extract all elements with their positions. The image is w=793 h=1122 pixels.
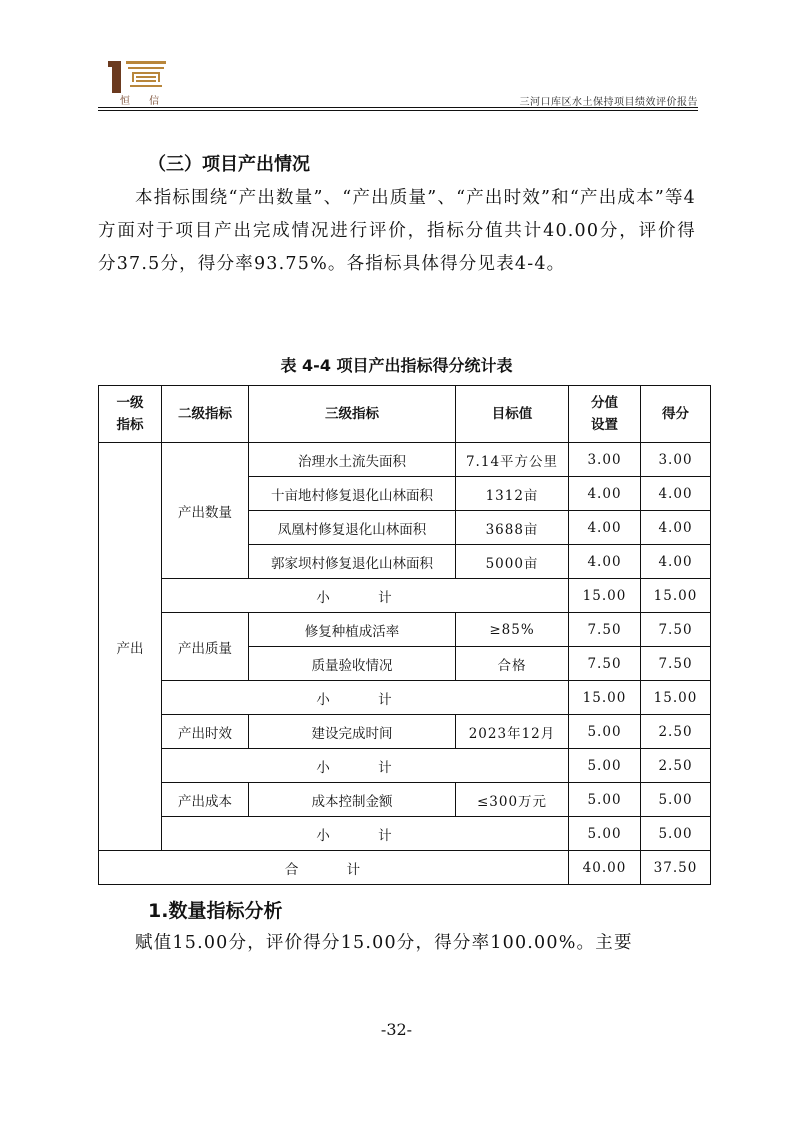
table-row — [99, 443, 711, 477]
weight-cell: 5.00 — [569, 817, 641, 851]
weight-cell: 40.00 — [569, 851, 641, 885]
section-title: （三）项目产出情况 — [148, 154, 310, 175]
score-cell: 15.00 — [641, 681, 711, 715]
target-cell: ≥85% — [456, 613, 569, 647]
subtotal-label: 小 计 — [162, 579, 569, 613]
target-cell: 3688亩 — [456, 511, 569, 545]
target-cell: 合格 — [456, 647, 569, 681]
level2-cell: 产出数量 — [162, 443, 249, 579]
output-indicator-table — [98, 385, 711, 885]
score-cell: 2.50 — [641, 749, 711, 783]
weight-cell: 4.00 — [569, 545, 641, 579]
table-row — [99, 613, 711, 647]
header-target: 目标值 — [456, 386, 569, 443]
subtotal-label: 小 计 — [162, 681, 569, 715]
table-row — [99, 783, 711, 817]
score-cell: 4.00 — [641, 511, 711, 545]
score-cell: 5.00 — [641, 817, 711, 851]
score-cell: 4.00 — [641, 545, 711, 579]
level2-cell: 产出时效 — [162, 715, 249, 749]
score-cell: 37.50 — [641, 851, 711, 885]
target-cell: 2023年12月 — [456, 715, 569, 749]
subtotal-row — [99, 579, 711, 613]
indicator-cell: 治理水土流失面积 — [249, 443, 456, 477]
header-level1: 一级 指标 — [99, 386, 162, 443]
target-cell: 5000亩 — [456, 545, 569, 579]
weight-cell: 7.50 — [569, 613, 641, 647]
page-header — [98, 55, 698, 107]
total-label: 合 计 — [99, 851, 569, 885]
score-cell: 3.00 — [641, 443, 711, 477]
weight-cell: 4.00 — [569, 511, 641, 545]
header-level3: 三级指标 — [249, 386, 456, 443]
weight-cell: 3.00 — [569, 443, 641, 477]
total-row — [99, 851, 711, 885]
indicator-cell: 质量验收情况 — [249, 647, 456, 681]
subtotal-row — [99, 749, 711, 783]
table-caption: 表 4-4 项目产出指标得分统计表 — [280, 356, 513, 375]
weight-cell: 5.00 — [569, 749, 641, 783]
score-cell: 5.00 — [641, 783, 711, 817]
section-paragraph: 本指标围绕“产出数量”、“产出质量”、“产出时效”和“产出成本”等4方面对于项目产出完成情况进行评价，指标分值共计40.00分，评价得分37.5分，得分率93.75%。各指标具体得分见表4-4。 — [98, 188, 697, 274]
header-rule — [98, 107, 698, 108]
weight-cell: 15.00 — [569, 681, 641, 715]
level1-cell: 产出 — [99, 443, 162, 851]
indicator-cell: 凤凰村修复退化山林面积 — [249, 511, 456, 545]
header-rule — [98, 110, 698, 111]
score-cell: 15.00 — [641, 579, 711, 613]
score-cell: 7.50 — [641, 647, 711, 681]
score-cell: 7.50 — [641, 613, 711, 647]
subtotal-label: 小 计 — [162, 817, 569, 851]
indicator-cell: 郭家坝村修复退化山林面积 — [249, 545, 456, 579]
subsection-title: 1.数量指标分析 — [148, 900, 283, 922]
indicator-cell: 成本控制金额 — [249, 783, 456, 817]
subtotal-label: 小 计 — [162, 749, 569, 783]
target-cell: 1312亩 — [456, 477, 569, 511]
weight-cell: 15.00 — [569, 579, 641, 613]
weight-cell: 5.00 — [569, 715, 641, 749]
level2-cell: 产出质量 — [162, 613, 249, 681]
page-number: -32- — [380, 1020, 413, 1039]
score-cell: 4.00 — [641, 477, 711, 511]
subtotal-row — [99, 681, 711, 715]
indicator-cell: 十亩地村修复退化山林面积 — [249, 477, 456, 511]
header-score: 得分 — [641, 386, 711, 443]
indicator-cell: 修复种植成活率 — [249, 613, 456, 647]
target-cell: ≤300万元 — [456, 783, 569, 817]
target-cell: 7.14平方公里 — [456, 443, 569, 477]
level2-cell: 产出成本 — [162, 783, 249, 817]
indicator-cell: 建设完成时间 — [249, 715, 456, 749]
weight-cell: 4.00 — [569, 477, 641, 511]
subsection-paragraph: 赋值15.00分，评价得分15.00分，得分率100.00%。主要 — [135, 933, 633, 953]
score-cell: 2.50 — [641, 715, 711, 749]
table-row — [99, 715, 711, 749]
weight-cell: 7.50 — [569, 647, 641, 681]
weight-cell: 5.00 — [569, 783, 641, 817]
table-header-row — [99, 386, 711, 443]
logo-text: 恒 信 — [120, 96, 168, 107]
header-weight: 分值 设置 — [569, 386, 641, 443]
report-title: 三河口库区水土保持项目绩效评价报告 — [519, 97, 698, 108]
header-level2: 二级指标 — [162, 386, 249, 443]
subtotal-row — [99, 817, 711, 851]
